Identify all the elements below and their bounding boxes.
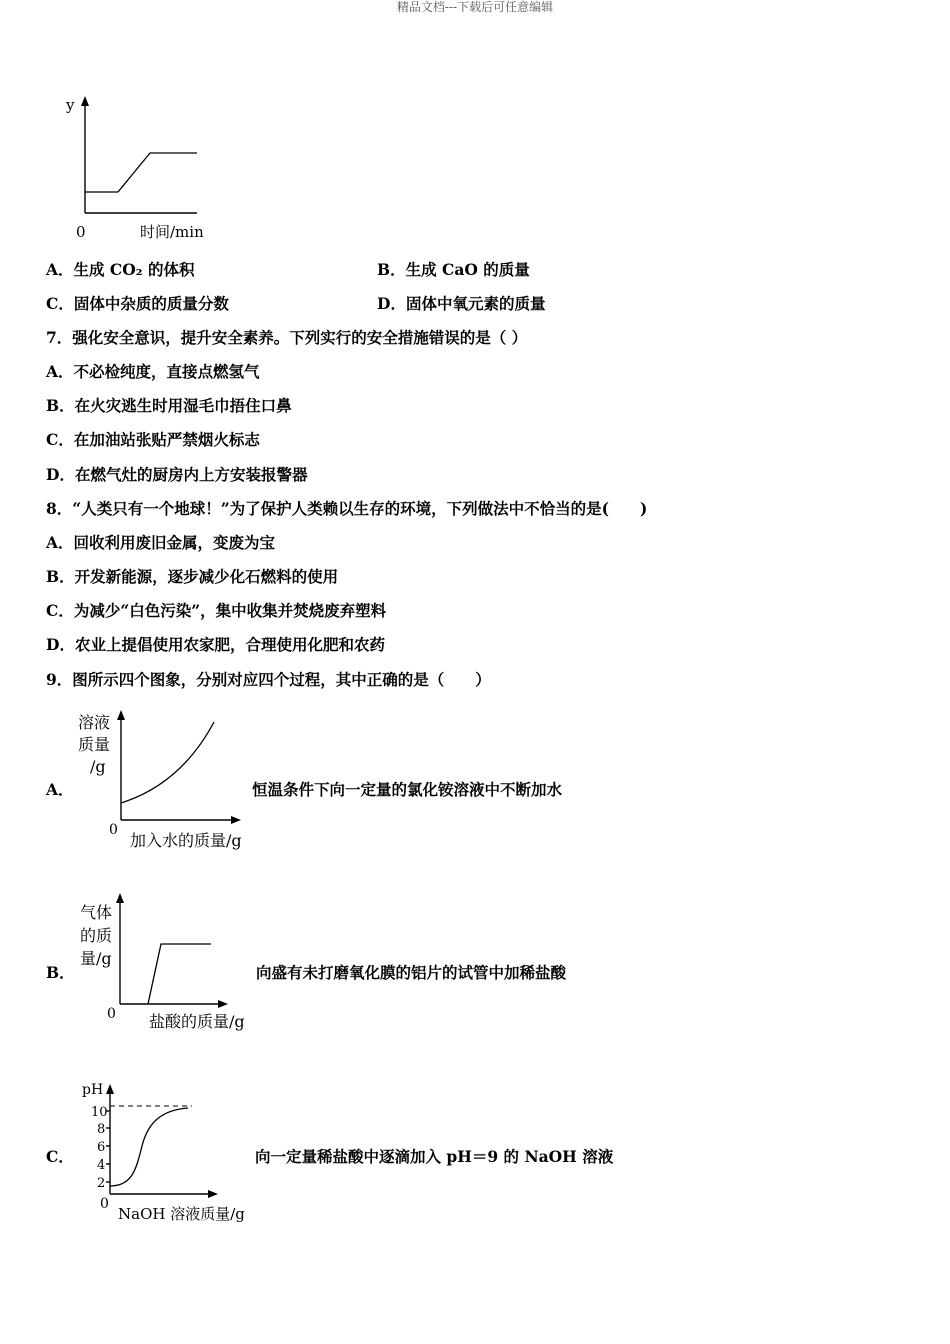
- q8-option-d: D．农业上提倡使用农家肥，合理使用化肥和农药: [46, 635, 385, 654]
- q6-graph: [60, 92, 220, 242]
- q9-stem: 9．图所示四个图象，分别对应四个过程，其中正确的是（ ）: [46, 670, 491, 689]
- q6-option-b: B．生成 CaO 的质量: [377, 260, 530, 279]
- q6-y-label: y: [66, 96, 75, 114]
- q6-origin: 0: [76, 223, 86, 241]
- q9-b-graph: [76, 890, 256, 1040]
- q8-stem: 8．“人类只有一个地球！”为了保护人类赖以生存的环境，下列做法中不恰当的是( ): [46, 499, 648, 518]
- q7-option-c: C．在加油站张贴严禁烟火标志: [46, 430, 260, 449]
- q9-c-tick-2: 2: [97, 1176, 106, 1191]
- q9-a-origin: 0: [109, 822, 118, 838]
- q7-option-a: A．不必检纯度，直接点燃氢气: [46, 362, 260, 381]
- q7-option-b: B．在火灾逃生时用湿毛巾捂住口鼻: [46, 396, 292, 415]
- q9-a-y2: 质量: [78, 735, 111, 754]
- q9-a-x-label: 加入水的质量/g: [130, 831, 242, 850]
- q6-option-d: D．固体中氧元素的质量: [377, 294, 546, 313]
- q9-b-letter: B．: [46, 963, 75, 982]
- page-header: 精品文档---下载后可任意编辑: [396, 0, 554, 14]
- q9-a-y1: 溶液: [78, 713, 111, 732]
- q9-c-tick-4: 4: [97, 1158, 106, 1173]
- q9-a-graph: [76, 706, 256, 856]
- q9-b-origin: 0: [107, 1006, 116, 1022]
- q7-stem: 7．强化安全意识，提升安全素养。下列实行的安全措施错误的是（ ）: [46, 328, 528, 347]
- q8-option-b: B．开发新能源，逐步减少化石燃料的使用: [46, 567, 339, 586]
- q8-option-c: C．为减少“白色污染”，集中收集并焚烧废弃塑料: [46, 601, 387, 620]
- q9-c-graph: [76, 1074, 256, 1224]
- q6-x-label: 时间/min: [140, 223, 204, 241]
- q9-b-x-label: 盐酸的质量/g: [149, 1012, 245, 1031]
- q6-option-c: C．固体中杂质的质量分数: [46, 294, 229, 313]
- q9-c-tick-8: 8: [97, 1122, 106, 1137]
- q9-c-y-label: pH: [82, 1082, 104, 1098]
- q9-b-y2: 的质: [80, 926, 113, 945]
- q8-option-a: A．回收利用废旧金属，变废为宝: [46, 533, 276, 552]
- q9-c-letter: C．: [46, 1147, 74, 1166]
- q7-option-d: D．在燃气灶的厨房内上方安装报警器: [46, 465, 308, 484]
- q9-b-y3: 量/g: [80, 949, 112, 968]
- q9-c-origin: 0: [100, 1196, 109, 1212]
- q9-c-tick-10: 10: [91, 1105, 108, 1120]
- q9-c-tick-6: 6: [97, 1140, 106, 1155]
- q9-a-y3: /g: [90, 757, 106, 776]
- q6-option-a: A．生成 CO₂ 的体积: [46, 260, 195, 279]
- q9-c-x-label: NaOH 溶液质量/g: [118, 1205, 245, 1223]
- q9-b-y1: 气体: [80, 903, 113, 922]
- q9-b-desc: 向盛有未打磨氧化膜的铝片的试管中加稀盐酸: [256, 963, 567, 982]
- q9-a-desc: 恒温条件下向一定量的氯化铵溶液中不断加水: [252, 780, 563, 799]
- q9-a-letter: A．: [46, 780, 74, 799]
- q9-c-desc: 向一定量稀盐酸中逐滴加入 pH＝9 的 NaOH 溶液: [255, 1147, 614, 1166]
